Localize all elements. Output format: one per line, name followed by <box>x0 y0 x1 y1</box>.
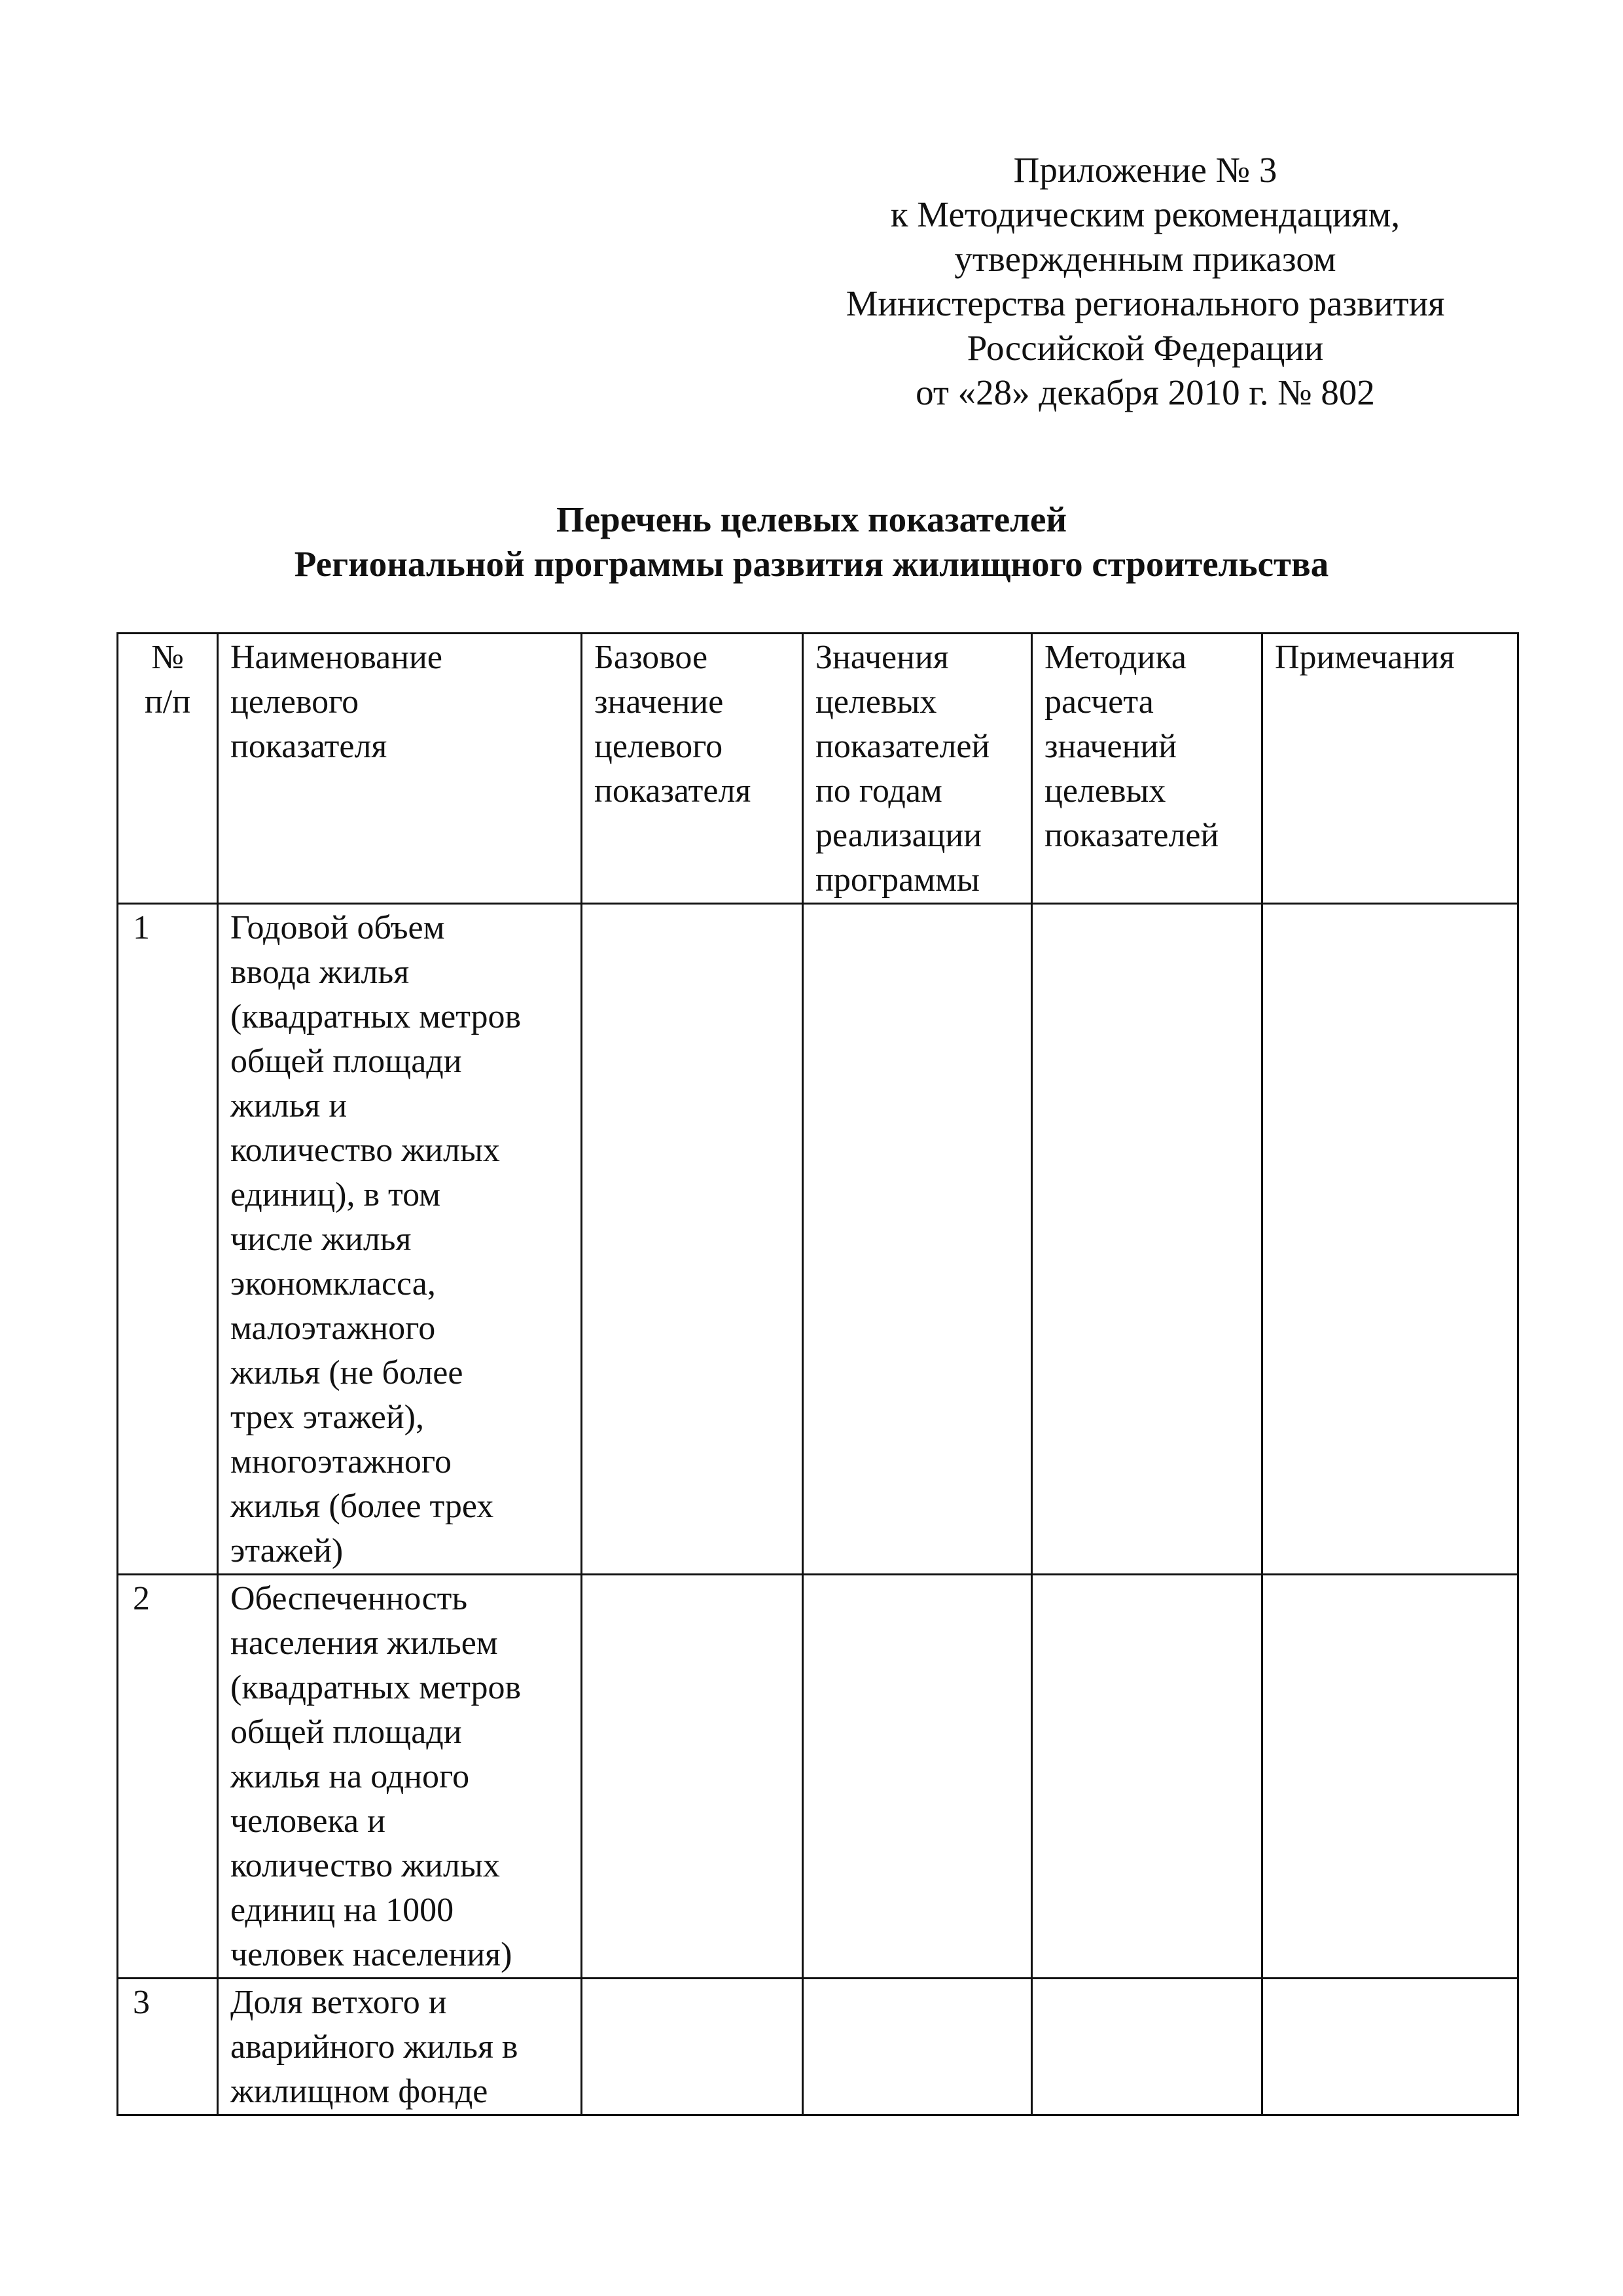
row-notes <box>1262 1979 1518 2115</box>
row-yearly-values <box>803 904 1032 1575</box>
row-indicator-name: Годовой объем ввода жилья (квадратных метров общей площади жилья и количество жилых единиц), в том числе жилья экономкласса, малоэтажного жилья (не более трех этажей), многоэтажного жилья (более трех этажей) <box>218 904 582 1575</box>
row-yearly-values <box>803 1575 1032 1979</box>
appendix-line: от «28» декабря 2010 г. № 802 <box>916 372 1375 412</box>
appendix-line: к Методическим рекомендациям, <box>890 194 1400 234</box>
header-base-value: Базовое значение целевого показателя <box>582 634 803 904</box>
table-row <box>118 1575 1518 1979</box>
table-row <box>118 1979 1518 2115</box>
header-method: Методика расчета значений целевых показателей <box>1032 634 1262 904</box>
appendix-line: Министерства регионального развития <box>846 283 1445 323</box>
header-yearly-values: Значения целевых показателей по годам реализации программы <box>803 634 1032 904</box>
row-number: 1 <box>118 904 218 1575</box>
appendix-line: Российской Федерации <box>967 328 1324 368</box>
header-notes: Примечания <box>1262 634 1518 904</box>
row-notes <box>1262 904 1518 1575</box>
table-header-row <box>118 634 1518 904</box>
title-line-2: Региональной программы развития жилищного строительства <box>294 544 1329 584</box>
document-title <box>118 497 1505 586</box>
row-indicator-name: Доля ветхого и аварийного жилья в жилищном фонде <box>218 1979 582 2115</box>
row-base-value <box>582 1979 803 2115</box>
row-notes <box>1262 1575 1518 1979</box>
title-line-1: Перечень целевых показателей <box>556 499 1067 539</box>
row-base-value <box>582 1575 803 1979</box>
header-indicator-name: Наименование целевого показателя <box>218 634 582 904</box>
row-yearly-values <box>803 1979 1032 2115</box>
indicators-table <box>116 632 1519 2116</box>
appendix-header <box>785 148 1505 415</box>
row-method <box>1032 1979 1262 2115</box>
row-method <box>1032 904 1262 1575</box>
appendix-line: утвержденным приказом <box>954 239 1336 279</box>
row-method <box>1032 1575 1262 1979</box>
header-number: № п/п <box>118 634 218 904</box>
table-row <box>118 904 1518 1575</box>
appendix-line: Приложение № 3 <box>1013 150 1277 190</box>
row-indicator-name: Обеспеченность населения жильем (квадратных метров общей площади жилья на одного человека и количество жилых единиц на 1000 человек населения) <box>218 1575 582 1979</box>
row-number: 3 <box>118 1979 218 2115</box>
row-number: 2 <box>118 1575 218 1979</box>
row-base-value <box>582 904 803 1575</box>
